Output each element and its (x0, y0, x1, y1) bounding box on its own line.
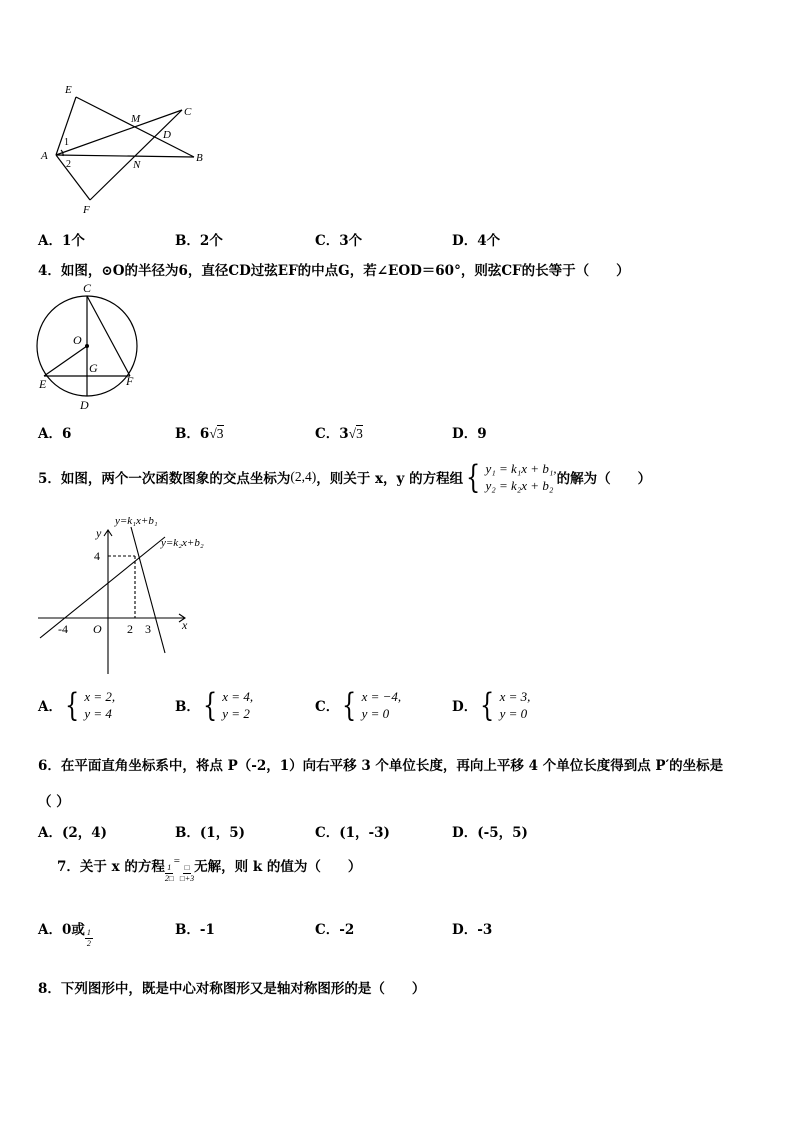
q5-stem (38, 460, 651, 494)
q3-geometry-figure (30, 80, 220, 220)
q4-option-a-letter: A． (38, 426, 62, 442)
q5-option-a-letter: A． (38, 699, 62, 715)
q7-option-a-letter: A． (38, 922, 62, 938)
q5-tick-3: 3 (145, 622, 151, 636)
q4-label-O: O (73, 333, 82, 347)
q4-option-c-radicand: 3 (356, 426, 363, 441)
q3-label-E: E (65, 84, 72, 96)
q3-option-c-text: 3个 (339, 233, 363, 249)
q5-option-c[interactable] (315, 688, 401, 722)
q7-equals: = (173, 855, 180, 867)
q3-option-b[interactable] (175, 229, 223, 249)
q7-option-a[interactable] (38, 918, 93, 949)
q3-label-2: 2 (66, 159, 71, 170)
q7-option-a-frac-den: 2 (86, 939, 91, 948)
q4-label-F: F (126, 374, 134, 388)
q6-answer-paren: （ ） (38, 794, 70, 810)
q5-stem-after: 的解为（ ） (556, 471, 652, 487)
q3-option-c-letter: C． (315, 233, 340, 249)
q3-option-d-letter: D． (452, 233, 478, 249)
q4-option-c-letter: C． (315, 426, 340, 442)
q6-option-c[interactable] (315, 821, 390, 841)
q4-option-a[interactable] (38, 422, 71, 442)
q5-option-b-line-1: x = 4, (222, 689, 254, 704)
q6-option-c-letter: C． (315, 825, 340, 841)
q3-label-N: N (133, 159, 141, 171)
brace-icon: { (342, 686, 357, 724)
q5-system-line-2: y₂ = k₂x + b₂ (485, 478, 554, 493)
q3-option-a[interactable] (38, 229, 85, 249)
q4-option-c-coef: 3 (339, 426, 349, 442)
q6-option-d-letter: D． (452, 825, 478, 841)
q5-option-b-line-2: y = 2 (222, 706, 250, 721)
sqrt-icon: √ (348, 426, 357, 441)
q6-option-d[interactable] (452, 821, 528, 841)
q5-option-d-letter: D． (452, 699, 478, 715)
q7-option-c[interactable] (315, 918, 354, 938)
q4-option-b[interactable] (175, 422, 224, 442)
q6-option-d-text: (-5，5) (477, 825, 528, 841)
q5-option-b[interactable] (175, 688, 253, 722)
q6-option-b-text: (1，5) (199, 825, 245, 841)
q3-label-D: D (163, 129, 171, 141)
q7-option-d-letter: D． (452, 922, 478, 938)
q7-option-c-letter: C． (315, 922, 340, 938)
brace-icon: { (466, 458, 481, 496)
q7-option-a-text: 0或 (61, 922, 85, 938)
q3-label-B: B (196, 152, 203, 164)
q5-option-a[interactable] (38, 688, 115, 722)
q4-option-a-text: 6 (61, 426, 72, 442)
q5-point: (2,4) (290, 469, 317, 484)
q4-label-C: C (83, 281, 92, 295)
q3-option-a-text: 1个 (61, 233, 85, 249)
q7-frac2-den: □+3 (179, 874, 195, 883)
q5-tick-4: 4 (94, 549, 100, 563)
q3-label-M: M (131, 113, 141, 125)
q5-option-c-line-2: y = 0 (361, 706, 390, 721)
q6-option-a-letter: A． (38, 825, 62, 841)
q6-option-a[interactable] (38, 821, 107, 841)
q3-label-C: C (184, 106, 192, 118)
sqrt-icon: √ (209, 426, 217, 441)
q5-option-d-line-1: x = 3, (499, 689, 531, 704)
q5-y-axis-label: y (96, 526, 102, 540)
q3-option-d[interactable] (452, 229, 500, 249)
q7-option-a-frac-num: 1 (86, 928, 91, 937)
q6-option-c-text: (1，-3) (339, 825, 390, 841)
q6-option-b[interactable] (175, 821, 245, 841)
q7-option-d-text: -3 (477, 922, 493, 938)
q5-function-graph (35, 510, 235, 680)
q7-fraction-2 (180, 863, 194, 884)
q5-tick-2: 2 (127, 622, 133, 636)
q3-option-b-letter: B． (175, 233, 200, 249)
q4-label-E: E (39, 377, 47, 391)
q3-option-d-text: 4个 (477, 233, 501, 249)
q6-stem: 6．在平面直角坐标系中，将点 P（-2，1）向右平移 3 个单位长度，再向上平移 4 个单位长度得到点 P′的坐标是 (38, 758, 724, 774)
q7-option-c-text: -2 (339, 922, 355, 938)
brace-icon: { (480, 686, 495, 724)
q4-stem: 4．如图，⊙O的半径为6，直径CD过弦EF的中点G，若∠EOD＝60°，则弦CF的长等于（ ） (38, 263, 630, 279)
q4-option-c[interactable] (315, 422, 363, 442)
q4-option-b-radicand: 3 (216, 426, 224, 441)
q5-option-a-line-2: y = 4 (84, 706, 112, 721)
q5-line1-label: y=k₁x+b₁ (115, 515, 158, 527)
q5-option-c-line-1: x = −4, (361, 689, 402, 704)
q5-option-c-letter: C． (315, 699, 340, 715)
q5-x-axis-label: x (182, 618, 188, 632)
q5-line2-label: y=k₂x+b₂ (161, 537, 204, 549)
q5-origin-label: O (93, 622, 102, 636)
q5-option-d[interactable] (452, 688, 530, 722)
q3-option-a-letter: A． (38, 233, 62, 249)
brace-icon: { (202, 686, 218, 724)
q7-option-b[interactable] (175, 918, 215, 938)
q6-option-a-text: (2，4) (61, 825, 108, 841)
q7-frac2-num: □ (184, 863, 190, 872)
q7-stem-after: 无解，则 k 的值为（ ） (194, 859, 362, 875)
q4-label-D: D (80, 398, 89, 412)
q7-stem (57, 855, 361, 884)
q3-label-A: A (41, 150, 48, 162)
q5-system-line-1: y₁ = k₁x + b₁, (485, 461, 557, 476)
q4-option-b-coef: 6 (199, 426, 210, 442)
q4-option-d[interactable] (452, 422, 487, 442)
q5-stem-middle: ，则关于 x，y 的方程组 (316, 471, 464, 487)
q4-circle-figure (30, 278, 145, 413)
q5-option-b-letter: B． (175, 699, 200, 715)
q4-label-G: G (89, 361, 98, 375)
q5-tick-neg4: -4 (58, 622, 68, 636)
q5-equation-system (463, 460, 557, 494)
q7-frac1-den: 2□ (164, 874, 174, 883)
q5-option-a-line-1: x = 2, (84, 689, 116, 704)
q7-option-b-letter: B． (175, 922, 200, 938)
q7-stem-before: 7．关于 x 的方程 (57, 859, 165, 875)
q3-label-F: F (83, 204, 90, 216)
q7-option-b-text: -1 (199, 922, 215, 938)
q8-stem: 8．下列图形中，既是中心对称图形又是轴对称图形的是（ ） (38, 981, 426, 997)
q3-option-c[interactable] (315, 229, 362, 249)
q7-option-a-fraction (85, 928, 93, 949)
q4-option-b-letter: B． (175, 426, 200, 442)
q5-stem-before: 5．如图，两个一次函数图象的交点坐标为 (38, 471, 291, 487)
q7-option-d[interactable] (452, 918, 492, 938)
q6-option-b-letter: B． (175, 825, 200, 841)
q3-label-1: 1 (64, 137, 69, 148)
q7-fraction-1 (165, 863, 174, 884)
q4-option-d-letter: D． (452, 426, 478, 442)
q5-option-d-line-2: y = 0 (499, 706, 528, 721)
q3-option-b-text: 2个 (199, 233, 223, 249)
q4-option-d-text: 9 (477, 426, 487, 442)
q7-frac1-num: 1 (167, 863, 172, 872)
brace-icon: { (65, 686, 80, 724)
